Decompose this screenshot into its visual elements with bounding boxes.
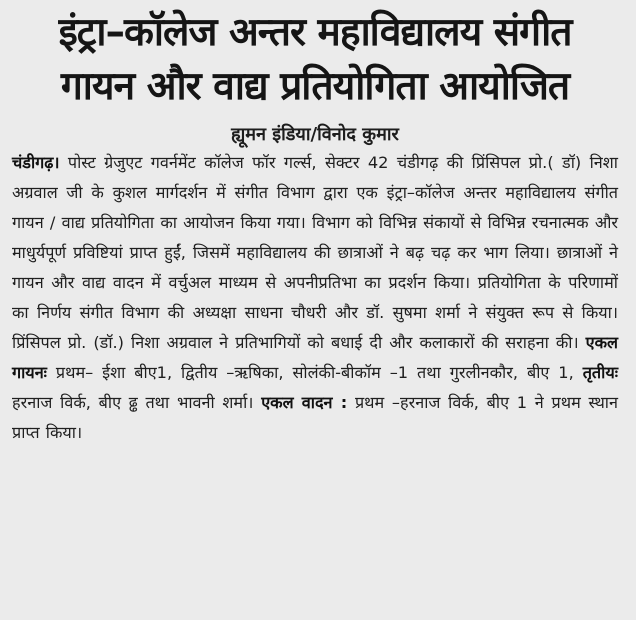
third-place-label: तृतीयः [582,363,618,382]
body-text-part-2: प्रथम– ईशा बीए1, द्वितीय –ऋषिका, सोलंकी-बीकॉम –1 तथा गुरलीनकौर, बीए 1, [46,363,583,382]
headline-line-1: इंट्रा–कॉलेज अन्तर महाविद्यालय संगीत [58,10,572,55]
headline-line-2: गायन और वाद्य प्रतियोगिता आयोजित [60,64,570,109]
dateline: चंडीगढ़। [12,153,60,172]
byline: ह्यूमन इंडिया/विनोद कुमार [231,124,399,145]
solo-instrument-label: एकल वादन : [261,393,348,412]
body-text-part-3: हरनाज विर्क, बीए ढ्ढ तथा भावनी शर्मा। [12,393,262,412]
body-text-part-1: पोस्ट ग्रेजुएट गवर्नमेंट कॉलेज फॉर गर्ल्स, सेक्टर 42 चंडीगढ़ की प्रिंसिपल प्रो.( डॉ) निशा अग्रवाल जी के कुशल मार्गदर्शन में संगीत विभाग द्वारा एक इंट्रा–कॉलेज अन्तर महाविद्यालय संगीत गायन / वाद्य प्रतियोगिता का आयोजन किया गया। विभाग को विभिन्न संकायों से विभिन्न रचनात्मक और माधुर्यपूर्ण प्रविष्टियां प्राप्त हुईं, जिसमें महाविद्यालय की छात्राओं ने बढ़ चढ़ कर भाग लिया। छात्राओं ने गायन और वाद्य वादन में वर्चुअल माध्यम से अपनीप्रतिभा का प्रदर्शन किया। प्रतियोगिता के परिणामों का निर्णय संगीत विभाग की अध्यक्षा साधना चौधरी और डॉ. सुषमा शर्मा ने संयुक्त रूप से किया। प्रिंसिपल प्रो. (डॉ.) निशा अग्रवाल ने प्रतिभागियों को बधाई दी और कलाकारों की सराहना की। [12,153,618,352]
body-text-part-4: प्रथम –हरनाज विर्क, बीए 1 ने प्रथम स्थान प्राप्त किया। [12,393,618,442]
headline [12,6,618,114]
article-body [12,148,618,448]
solo-singing-label: एकल गायनः [12,333,618,382]
